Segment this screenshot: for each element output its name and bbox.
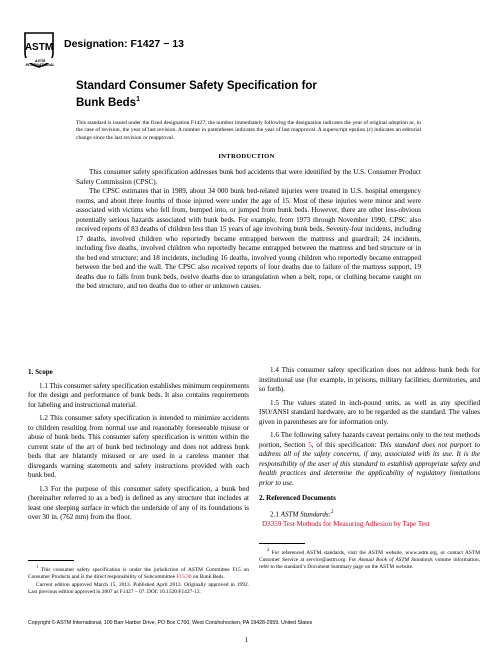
d3359-reference: [259, 520, 480, 530]
footnote-2: [259, 546, 480, 571]
scope-heading: 1. Scope: [28, 368, 53, 376]
introduction-heading: INTRODUCTION: [218, 153, 275, 160]
logo-wordmark: ASTM INTERNATIONAL: [25, 59, 55, 67]
left-footnotes: [28, 563, 249, 597]
intro-paragraph-2: The CPSC estimates that in 1989, about 34 000 bunk bed-related injuries were treated in U.S. hospital emergency rooms, and about three fourths of those injured were under the age of 15. Most of these injuries were minor and were associated with victims who fell from, bumped into, or jumped from bunk beds. However, there are other less-obvious potentially serious hazards associated with bunk beds. For example, from 1973 through November 1990, CPSC also received reports of 83 deaths of children less than 15 years of age involving bunk beds. Seventy-four incidents, including 17 deaths, involved children who reportedly became entrapped between the mattress and guardrail; 24 incidents, including five deaths, involved children who reportedly became entrapped between the mattress and bed structure or in the bed end structure; and 18 incidents, including 16 deaths, involved young children who reportedly became entrapped between the bed and the wall. The CPSC also received reports of four deaths due to failure of the mattress support, 19 deaths due to falls from bunk beds, twelve deaths due to strangulation when a belt, rope, or clothing became caught on the bed structure, and ten deaths due to other or unknown causes.: [76, 187, 421, 290]
astm-logo: [22, 31, 56, 69]
safety-caveat: This standard does not purport to address all of the safety concerns, if any, associated with its use. It is the responsibility of the user of this standard to establish appropriate safety and health practices and determine the applicability of regulatory limitations prior to use.: [259, 440, 480, 487]
section-2-1: [259, 508, 480, 520]
svg-text:ASTM: ASTM: [24, 42, 54, 53]
section-2-1-prefix: 2.1: [270, 509, 281, 518]
introduction-body: [76, 168, 421, 292]
astm-standards-footnote-mark: 2: [331, 509, 334, 515]
referenced-documents-heading: 2. Referenced Documents: [259, 494, 336, 502]
title-line-1: Standard Consumer Safety Specification for: [76, 80, 317, 92]
right-footnotes: [259, 546, 480, 572]
designation-notice: This standard is issued under the fixed designation F1427; the number immediately following the designation indicates the year of original adoption or, in the case of revision, the year of last revision. A number in parentheses indicates the year of last reapproval. A superscript epsilon (ε) indicates an editorial change since the last revision or reapproval.: [76, 120, 421, 141]
left-column: [28, 368, 249, 527]
footnote-1-text: This consumer safety specification is under the jurisdiction of ASTM Committee F15 on Consumer Products and is the direct responsibility of Subcommittee: [28, 566, 249, 580]
section-1-2: 1.2 This consumer safety specification is intended to minimize accidents to children resulting from normal use and reasonably foreseeable misuse or abuse of bunk beds. This consumer safety specification is written within the current state of the art of bunk bed technology and does not address bunk beds that are blatantly misused or are used in a careless manner that disregards warning statements and safety instructions provided with each bunk bed.: [28, 414, 249, 479]
d3359-title-link[interactable]: Test Methods for Measuring Adhesion by Tape Test: [282, 520, 430, 529]
footnote-2-text-b: volume information, refer to the standard’s Document Summary page on the ASTM website.: [259, 556, 480, 570]
astm-standards-label: ASTM Standards:: [280, 509, 332, 518]
right-footnote-divider: [259, 543, 305, 544]
page-number: 1: [244, 636, 249, 644]
title-bunk-beds: Bunk Beds: [76, 96, 137, 109]
section-1-5: 1.5 The values stated in inch-pound units, as well as any specified ISO/ANSI standard hardware, are to be regarded as the standard. The values given in parentheses are for information only.: [259, 398, 480, 426]
intro-paragraph-1: This consumer safety specification addresses bunk bed accidents that were identified by the U.S. Consumer Product Safety Commission (CPSC).: [76, 168, 421, 186]
document-title: [76, 79, 416, 110]
designation: Designation: F1427 − 13: [64, 38, 184, 50]
copyright-line: Copyright © ASTM International, 100 Barr Harbor Drive, PO Box C700, West Conshohocken, PA 19428-2959. United States: [28, 620, 313, 626]
section-5-link[interactable]: 5: [308, 440, 312, 449]
section-1-4: 1.4 This consumer safety specification does not address bunk beds for institutional use (for example, in prisons, military facilities, dormitories, and so forth).: [259, 366, 480, 393]
edition-note: Current edition approved March 15, 2013. Published April 2013. Originally approved in 1992. Last previous edition approved in 2007 as F1427 – 07. DOI: 10.1520/F1427-13.: [28, 581, 249, 595]
section-1-6-prefix: 1.6 The following safety hazards caveat pertains only to the test methods portion, Section: [259, 431, 480, 449]
section-1-3: 1.3 For the purpose of this consumer safety specification, a bunk bed (hereinafter referred to as a bed) is defined as any structure that includes at least one sleeping surface in which the underside of any of its foundations is over 30 in. (762 mm) from the floor.: [28, 484, 249, 521]
d3359-link[interactable]: D3359: [262, 520, 282, 529]
footnote-2-annual-book: Annual Book of ASTM Standards: [358, 556, 433, 563]
footnote-1: [28, 563, 249, 581]
footnote-2-mark: 2: [267, 547, 270, 552]
f15-30-link[interactable]: F15.30: [176, 573, 192, 580]
section-1-6: [259, 431, 480, 488]
section-1-6-mid: , of this specification:: [311, 440, 380, 449]
section-1-1: 1.1 This consumer safety specification establishes minimum requirements for the design and performance of bunk beds. It also contains requirements for labeling and instructional material.: [28, 381, 249, 409]
title-footnote-mark: 1: [136, 96, 140, 103]
left-footnote-divider: [28, 560, 74, 561]
right-column: [259, 366, 480, 534]
footnote-1-mark: 1: [36, 564, 39, 569]
footnote-1-end: on Bunk Beds.: [192, 573, 225, 580]
footnote-2-text-a: For referenced ASTM standards, visit the ASTM website, www.astm.org, or contact ASTM Customer Service at service@astm.org. For: [259, 549, 480, 563]
title-line-2: [76, 93, 416, 110]
